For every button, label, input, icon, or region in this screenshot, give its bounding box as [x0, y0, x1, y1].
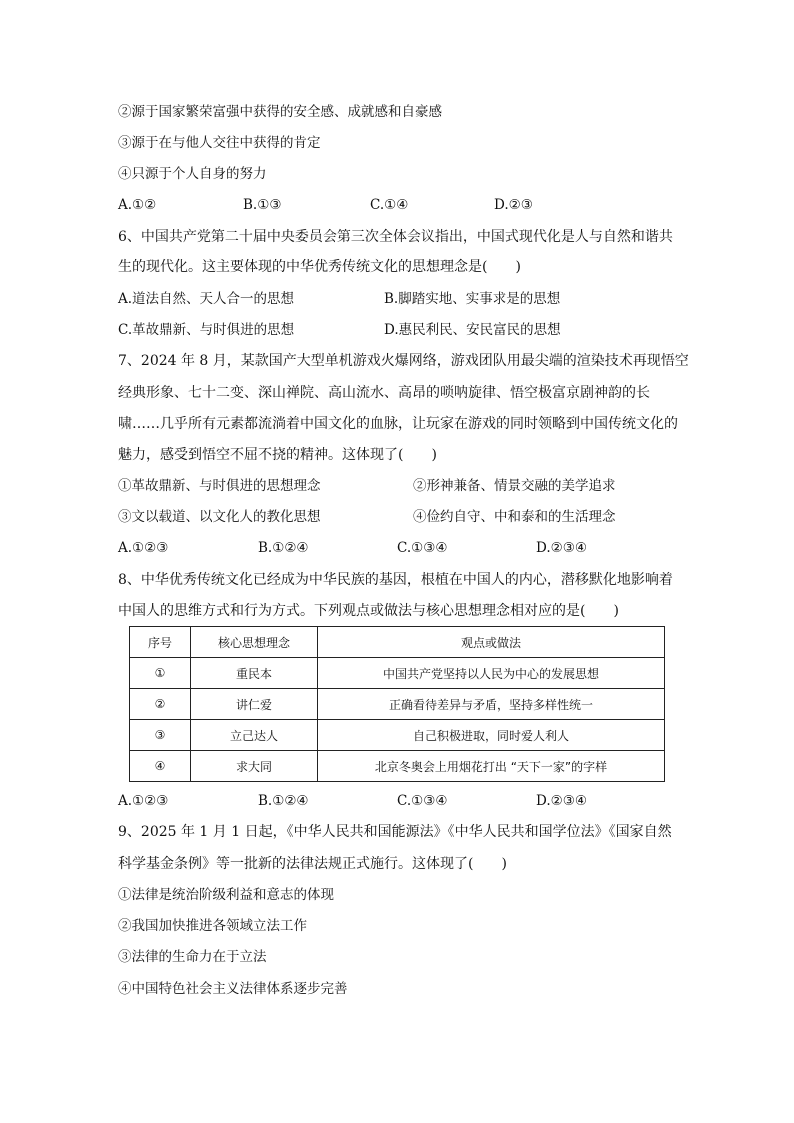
- q9-stem-line-1: 9、2025 年 1 月 1 日起，《中华人民共和国能源法》《中华人民共和国学位法》《国家自然: [118, 824, 672, 840]
- q7-stem-line-3: 啸……几乎所有元素都流淌着中国文化的血脉，让玩家在游戏的同时领略到中国传统文化的: [118, 416, 678, 432]
- q8-option-b: B.①②④: [258, 793, 309, 809]
- q7-option-c: C.①③④: [397, 540, 448, 556]
- table-cell: ②: [130, 689, 191, 720]
- table-row: [130, 689, 665, 720]
- q8-option-a: A.①②③: [118, 793, 169, 809]
- q8-stem-line-2: 中国人的思维方式和行为方式。下列观点或做法与核心思想理念相对应的是( ): [118, 603, 619, 619]
- table-cell: 立己达人: [191, 720, 318, 751]
- table-cell: ③: [130, 720, 191, 751]
- q6-option-a: A.道法自然、天人合一的思想: [118, 291, 295, 307]
- table-row: [130, 751, 665, 782]
- q8-stem-line-1: 8、中华优秀传统文化已经成为中华民族的基因，根植在中国人的内心，潜移默化地影响着: [118, 572, 673, 588]
- q9-item-3: ③法律的生命力在于立法: [118, 949, 267, 965]
- q5-item-3: ③源于在与他人交往中获得的肯定: [118, 135, 321, 151]
- q5-option-a: A.①②: [118, 197, 157, 213]
- q6-stem-line-1: 6、中国共产党第二十届中央委员会第三次全体会议指出，中国式现代化是人与自然和谐共: [118, 229, 673, 245]
- table-cell: ①: [130, 658, 191, 689]
- table-header-cell: 序号: [130, 627, 191, 658]
- q5-option-d: D.②③: [494, 197, 533, 213]
- q6-option-b: B.脚踏实地、实事求是的思想: [384, 291, 561, 307]
- q8-option-c: C.①③④: [397, 793, 448, 809]
- q5-item-4: ④只源于个人自身的努力: [118, 166, 267, 182]
- table-row: [130, 658, 665, 689]
- table-row: [130, 720, 665, 751]
- q8-option-d: D.②③④: [536, 793, 587, 809]
- q5-option-b: B.①③: [243, 197, 282, 213]
- table-cell: 讲仁爱: [191, 689, 318, 720]
- q7-option-b: B.①②④: [258, 540, 309, 556]
- q9-item-4: ④中国特色社会主义法律体系逐步完善: [118, 981, 348, 997]
- q6-stem-line-2: 生的现代化。这主要体现的中华优秀传统文化的思想理念是( ): [118, 259, 521, 275]
- q9-item-2: ②我国加快推进各领域立法工作: [118, 918, 307, 934]
- q7-stem-line-2: 经典形象、七十二变、深山禅院、高山流水、高昂的唢呐旋律、悟空极富京剧神韵的长: [118, 385, 650, 401]
- table-cell: 北京冬奥会上用烟花打出 “天下一家”的字样: [318, 751, 665, 782]
- q9-stem-line-2: 科学基金条例》等一批新的法律法规正式施行。这体现了( ): [118, 856, 507, 872]
- q7-item-1: ①革故鼎新、与时俱进的思想理念: [118, 478, 321, 494]
- q6-option-c: C.革故鼎新、与时俱进的思想: [118, 322, 295, 338]
- table-header-cell: 观点或做法: [318, 627, 665, 658]
- table-cell: 中国共产党坚持以人民为中心的发展思想: [318, 658, 665, 689]
- q7-stem-line-1: 7、2024 年 8 月，某款国产大型单机游戏火爆网络，游戏团队用最尖端的渲染技术再现悟空: [118, 353, 689, 369]
- q5-option-c: C.①④: [370, 197, 409, 213]
- table-cell: 正确看待差异与矛盾，坚持多样性统一: [318, 689, 665, 720]
- q7-option-a: A.①②③: [118, 540, 169, 556]
- q7-option-d: D.②③④: [536, 540, 587, 556]
- q5-item-2: ②源于国家繁荣富强中获得的安全感、成就感和自豪感: [118, 104, 442, 120]
- q7-stem-line-4: 魅力，感受到悟空不屈不挠的精神。这体现了( ): [118, 447, 437, 463]
- table-cell: 求大同: [191, 751, 318, 782]
- table-cell: 重民本: [191, 658, 318, 689]
- q9-item-1: ①法律是统治阶级利益和意志的体现: [118, 887, 334, 903]
- table-header-cell: 核心思想理念: [191, 627, 318, 658]
- table-cell: ④: [130, 751, 191, 782]
- table-header-row: [130, 627, 665, 658]
- core-ideas-table: [129, 626, 665, 782]
- table-cell: 自己积极进取，同时爱人利人: [318, 720, 665, 751]
- q7-item-3: ③文以载道、以文化人的教化思想: [118, 509, 321, 525]
- q7-item-2: ②形神兼备、情景交融的美学追求: [413, 478, 616, 494]
- q7-item-4: ④俭约自守、中和泰和的生活理念: [413, 509, 616, 525]
- q6-option-d: D.惠民利民、安民富民的思想: [384, 322, 561, 338]
